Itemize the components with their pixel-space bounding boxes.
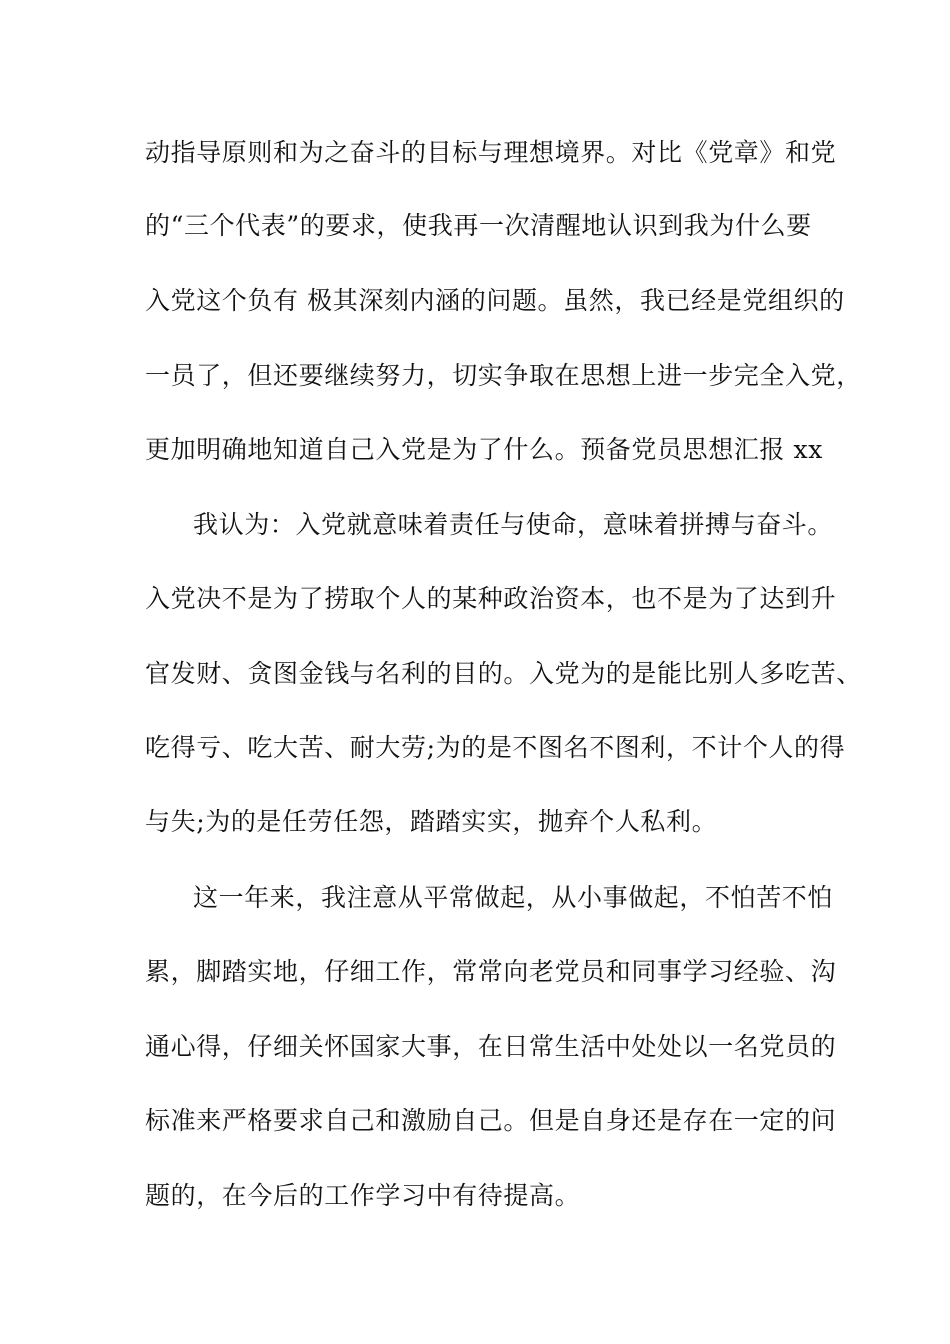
text-line: 入党这个负有 极其深刻内涵的问题。虽然，我已经是党组织的 <box>145 286 845 315</box>
text-line: 标准来严格要求自己和激励自己。但是自身还是存在一定的问 <box>145 1106 837 1135</box>
paragraph-start-line: 我认为：入党就意味着责任与使命，意味着拼搏与奋斗。 <box>193 510 834 539</box>
text-line: 入党决不是为了捞取个人的某种政治资本，也不是为了达到升 <box>145 584 837 613</box>
text-line: 累，脚踏实地，仔细工作，常常向老党员和同事学习经验、沟 <box>145 957 837 986</box>
text-line: 与失;为的是任劳任怨，踏踏实实，抛弃个人私利。 <box>145 807 718 836</box>
text-line: 的“三个代表”的要求，使我再一次清醒地认识到我为什么要 <box>145 211 812 240</box>
text-line: 一员了，但还要继续努力，切实争取在思想上进一步完全入党， <box>145 361 862 390</box>
text-line: 吃得亏、吃大苦、耐大劳;为的是不图名不图利，不计个人的得 <box>145 733 846 762</box>
text-line: 动指导原则和为之奋斗的目标与理想境界。对比《党章》和党 <box>145 138 837 167</box>
paragraph-start-line: 这一年来，我注意从平常做起，从小事做起，不怕苦不怕 <box>193 883 834 912</box>
text-line: 题的，在今后的工作学习中有待提高。 <box>145 1181 581 1210</box>
text-line: 官发财、贪图金钱与名利的目的。入党为的是能比别人多吃苦、 <box>145 659 862 688</box>
text-line: 通心得，仔细关怀国家大事，在日常生活中处处以一名党员的 <box>145 1032 837 1061</box>
text-line: 更加明确地知道自己入党是为了什么。预备党员思想汇报 xx <box>145 435 823 464</box>
